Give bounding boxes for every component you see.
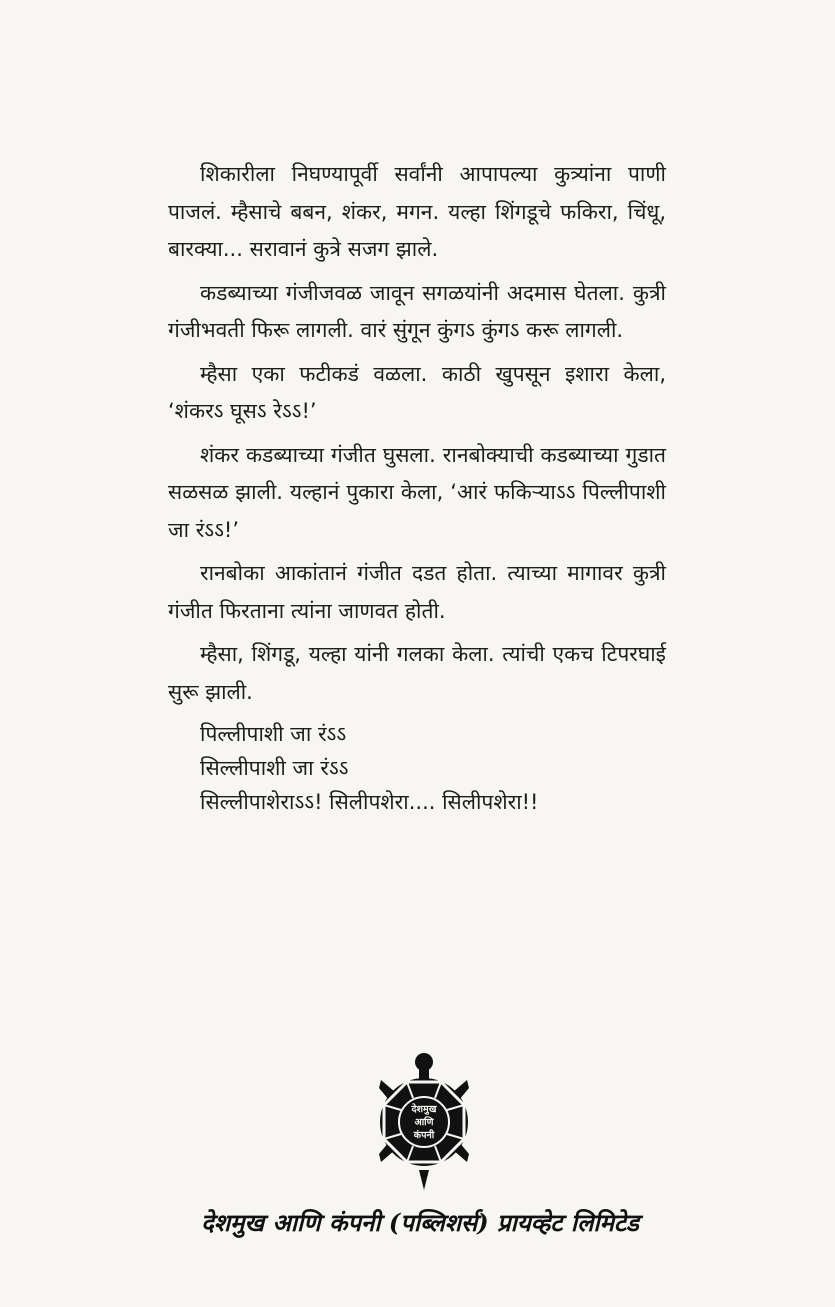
chant-line-1: पिल्लीपाशी जा रंऽऽ (200, 722, 347, 746)
chant-line-2: सिल्लीपाशी जा रंऽऽ (200, 756, 349, 780)
logo-line-2: आणि (414, 1117, 434, 1128)
paragraph-6: म्हैसा, शिंगडू, यल्हा यांनी गलका केला. त्यांची एकच टिपरघाई सुरू झाली. (168, 642, 666, 704)
paragraph-1: शिकारीला निघण्यापूर्वी सर्वांनी आपापल्या कुत्र्यांना पाणी पाजलं. म्हैसाचे बबन, शंकर, मगन. यल्हा शिंगडूचे फकिरा, चिंधू, बारक्या... सरावानं कुत्रे सजग झाले. (168, 162, 666, 261)
turtle-emblem-icon (377, 1052, 471, 1192)
paragraph-4: शंकर कडब्याच्या गंजीत घुसला. रानबोक्याची कडब्याच्या गुडात सळसळ झाली. यल्हानं पुकारा केला, ‘आरं फकिऱ्याऽऽ पिल्लीपाशी जा रंऽऽ!’ (168, 442, 666, 542)
body-text (168, 156, 666, 819)
logo-line-3: कंपनी (413, 1130, 435, 1141)
logo-line-1: देशमुख (411, 1104, 437, 1115)
paragraph-2: कडब्याच्या गंजीजवळ जावून सगळयांनी अदमास घेतला. कुत्री गंजीभवती फिरू लागली. वारं सुंगून कुंगऽ कुंगऽ करू लागली. (168, 280, 666, 342)
publisher-logo (377, 1052, 471, 1192)
paragraph-3: म्हैसा एका फटीकडं वळला. काठी खुपसून इशारा केला, ‘शंकरऽ घूसऽ रेऽऽ!’ (168, 361, 666, 423)
chant-line-3: सिल्लीपाशेराऽऽ! सिलीपशेरा.... सिलीपशेरा!! (200, 790, 539, 814)
paragraph-5: रानबोका आकांतानं गंजीत दडत होता. त्याच्या मागावर कुत्री गंजीत फिरताना त्यांना जाणवत होती. (168, 561, 666, 623)
publisher-name: देशमुख आणि कंपनी (पब्लिशर्स) प्रायव्हेट लिमिटेड (201, 1208, 639, 1237)
